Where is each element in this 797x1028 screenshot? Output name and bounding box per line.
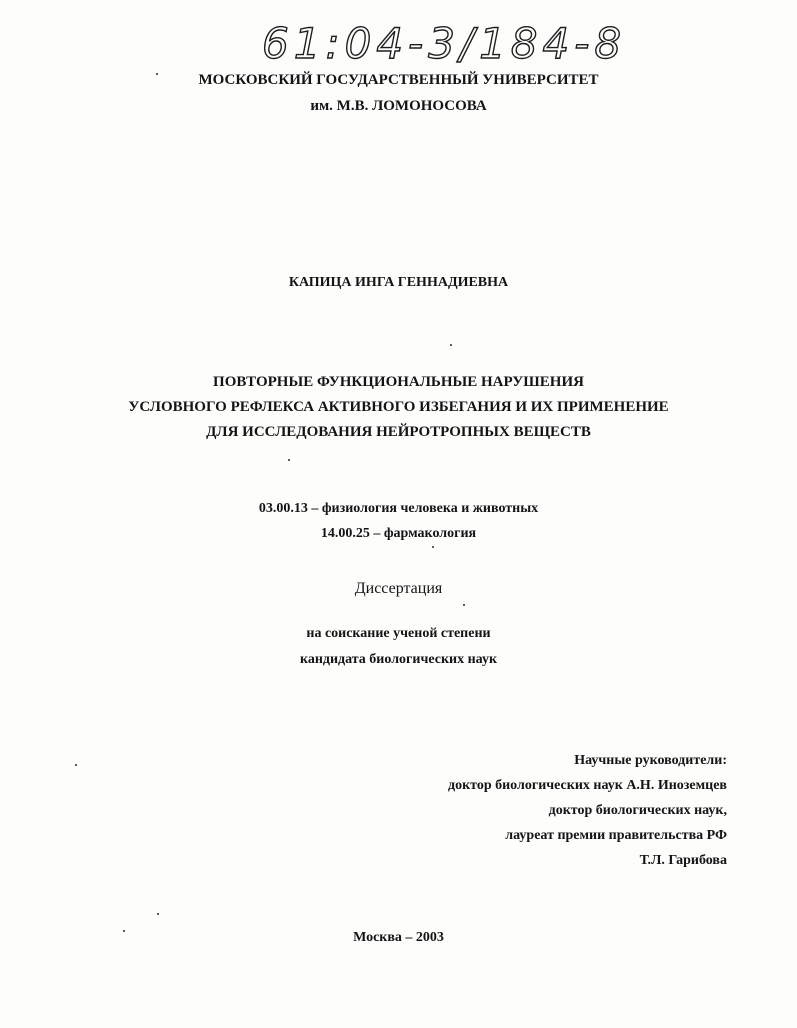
scan-speck [288, 459, 290, 461]
title-line-3: ДЛЯ ИССЛЕДОВАНИЯ НЕЙРОТРОПНЫХ ВЕЩЕСТВ [206, 424, 591, 440]
supervisor-1: доктор биологических наук А.Н. Иноземцев [447, 778, 727, 793]
supervisor-2-name: Т.Л. Гарибова [639, 853, 727, 868]
handwritten-catalog-number [262, 12, 627, 72]
handwriting-drawing [262, 12, 627, 72]
document-type: Диссертация [354, 580, 443, 597]
scan-speck [75, 764, 77, 766]
degree-line-2: кандидата биологических наук [299, 652, 498, 667]
supervisors-heading: Научные руководители: [574, 753, 727, 768]
title-line-1: ПОВТОРНЫЕ ФУНКЦИОНАЛЬНЫЕ НАРУШЕНИЯ [213, 374, 584, 390]
supervisor-2-award: лауреат премии правительства РФ [505, 828, 727, 843]
catalog-number-text: 61:04-3/184-8 [262, 19, 627, 68]
scan-speck [156, 73, 158, 75]
degree-line-1: на соискание ученой степени [306, 626, 491, 641]
scan-speck [157, 913, 159, 915]
scan-speck [463, 604, 465, 606]
author-name: КАПИЦА ИНГА ГЕННАДИЕВНА [288, 275, 509, 290]
specialty-1: 03.00.13 – физиология человека и животных [258, 501, 539, 516]
title-line-2: УСЛОВНОГО РЕФЛЕКСА АКТИВНОГО ИЗБЕГАНИЯ И ИХ ПРИМЕНЕНИЕ [128, 399, 669, 415]
place-and-year: Москва – 2003 [353, 930, 444, 945]
specialty-2: 14.00.25 – фармакология [320, 526, 477, 541]
scan-speck [450, 344, 452, 346]
supervisor-2-degree: доктор биологических наук, [548, 803, 727, 818]
university-name: МОСКОВСКИЙ ГОСУДАРСТВЕННЫЙ УНИВЕРСИТЕТ [198, 72, 599, 88]
scan-speck [432, 546, 434, 548]
university-subtitle: им. М.В. ЛОМОНОСОВА [310, 98, 487, 114]
scan-speck [123, 930, 125, 932]
